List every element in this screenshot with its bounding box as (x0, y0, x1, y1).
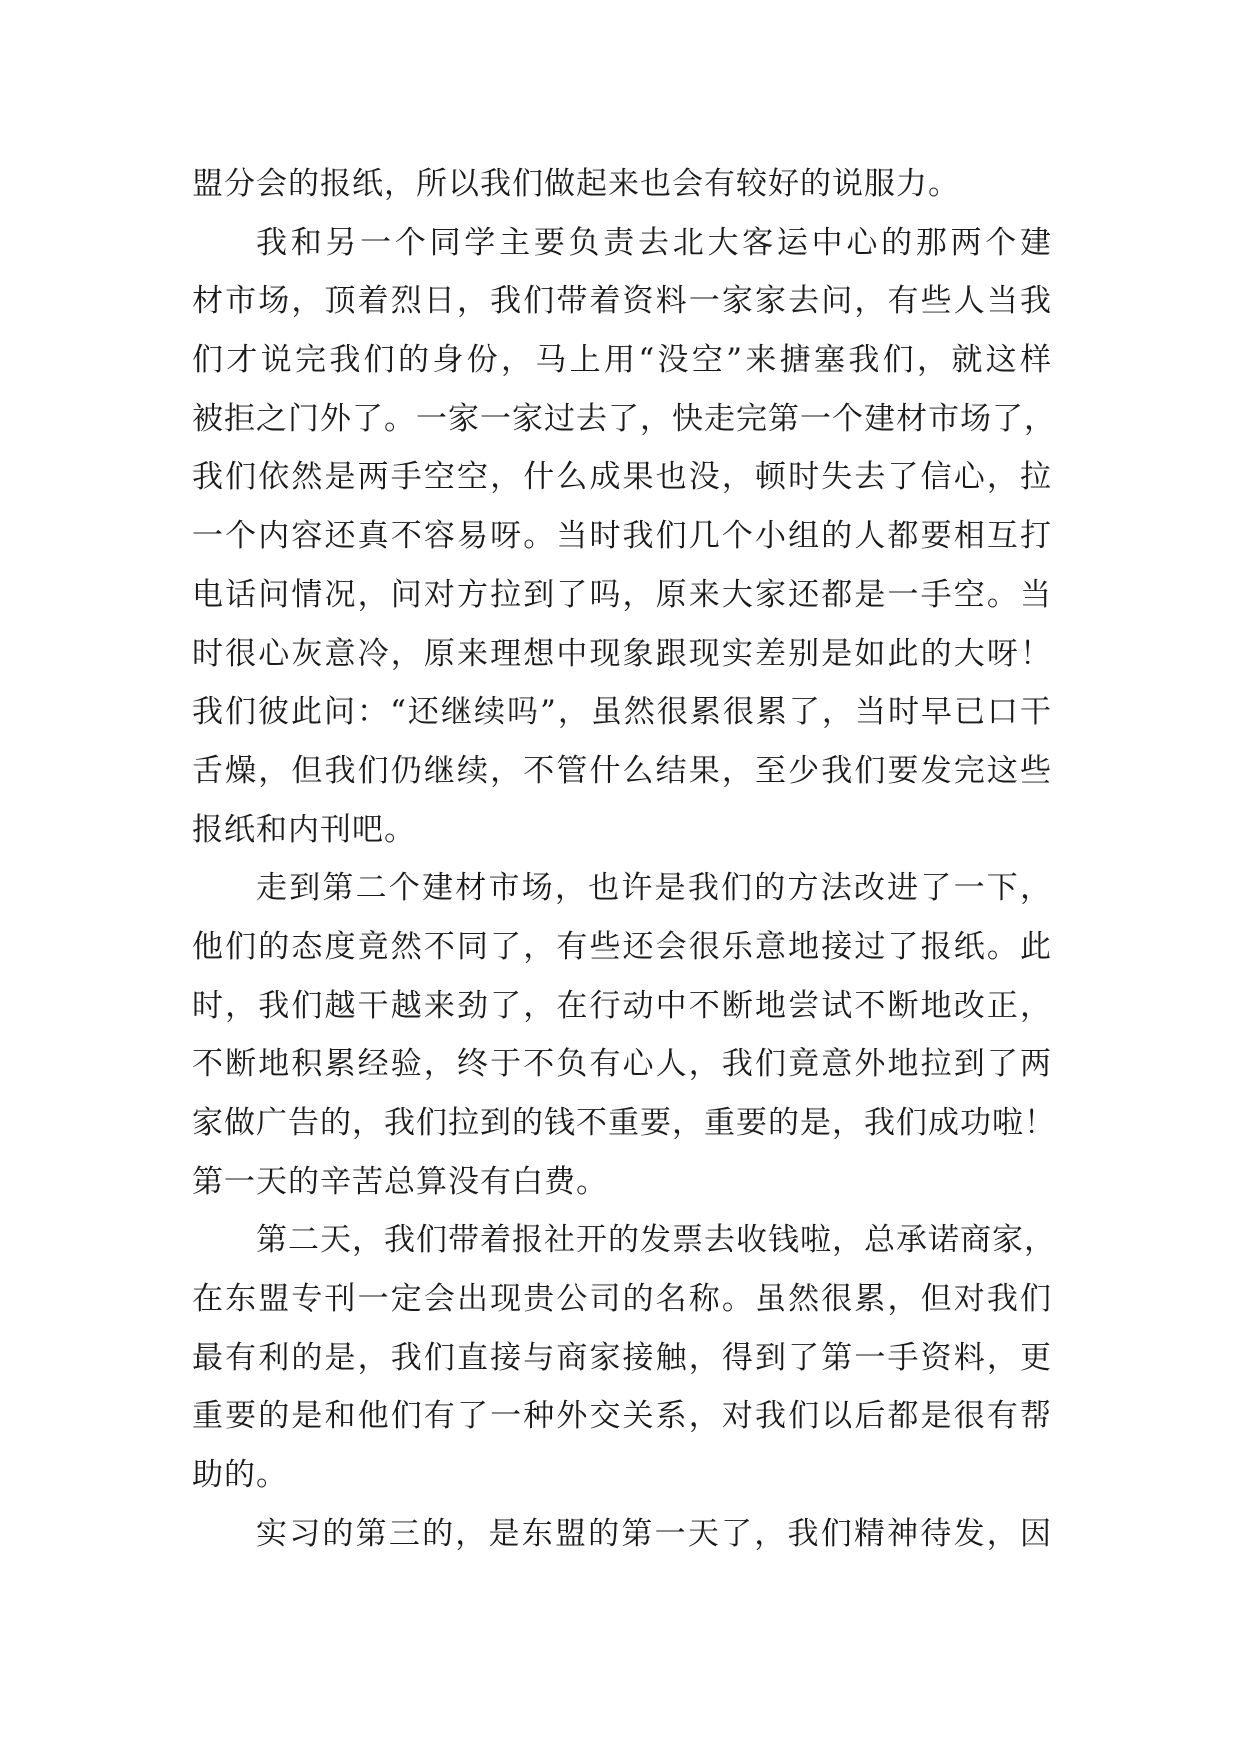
text-line: 最有利的是，我们直接与商家接触，得到了第一手资料，更 (192, 1339, 1052, 1376)
text-line: 走到第二个建材市场，也许是我们的方法改进了一下， (256, 870, 1052, 907)
text-line: 时很心灰意冷，原来理想中现象跟现实差别是如此的大呀！ (192, 635, 1052, 672)
text-line: 报纸和内刊吧。 (192, 811, 416, 848)
text-line: 第一天的辛苦总算没有白费。 (192, 1163, 608, 1200)
text-line: 我和另一个同学主要负责去北大客运中心的那两个建 (256, 224, 1052, 261)
text-line: 他们的态度竟然不同了，有些还会很乐意地接过了报纸。此 (192, 928, 1052, 965)
document-body (192, 155, 1056, 1564)
text-line: 舌燥，但我们仍继续，不管什么结果，至少我们要发完这些 (192, 752, 1052, 789)
text-line: 盟分会的报纸，所以我们做起来也会有较好的说服力。 (192, 166, 960, 202)
text-line: 一个内容还真不容易呀。当时我们几个小组的人都要相互打 (192, 518, 1052, 555)
text-line: 实习的第三的，是东盟的第一天了，我们精神待发，因 (256, 1515, 1052, 1552)
text-line: 材市场，顶着烈日，我们带着资料一家家去问，有些人当我 (192, 283, 1052, 320)
text-line: 被拒之门外了。一家一家过去了，快走完第一个建材市场了， (192, 400, 1056, 437)
text-line: 们才说完我们的身份，马上用“没空”来搪塞我们，就这样 (192, 342, 1052, 379)
text-line: 不断地积累经验，终于不负有心人，我们竟意外地拉到了两 (192, 1046, 1052, 1083)
text-line: 电话问情况，问对方拉到了吗，原来大家还都是一手空。当 (192, 576, 1052, 613)
text-line: 我们依然是两手空空，什么成果也没，顿时失去了信心，拉 (192, 459, 1052, 496)
text-line: 我们彼此问：“还继续吗”，虽然很累很累了，当时早已口干 (192, 694, 1052, 731)
text-line: 在东盟专刊一定会出现贵公司的名称。虽然很累，但对我们 (192, 1281, 1052, 1318)
text-line: 家做广告的，我们拉到的钱不重要，重要的是，我们成功啦！ (192, 1105, 1056, 1141)
text-line: 助的。 (192, 1457, 288, 1494)
text-line: 重要的是和他们有了一种外交关系，对我们以后都是很有帮 (192, 1398, 1052, 1435)
text-line: 第二天，我们带着报社开的发票去收钱啦，总承诺商家， (256, 1222, 1056, 1259)
text-line: 时，我们越干越来劲了，在行动中不断地尝试不断地改正， (192, 987, 1052, 1024)
